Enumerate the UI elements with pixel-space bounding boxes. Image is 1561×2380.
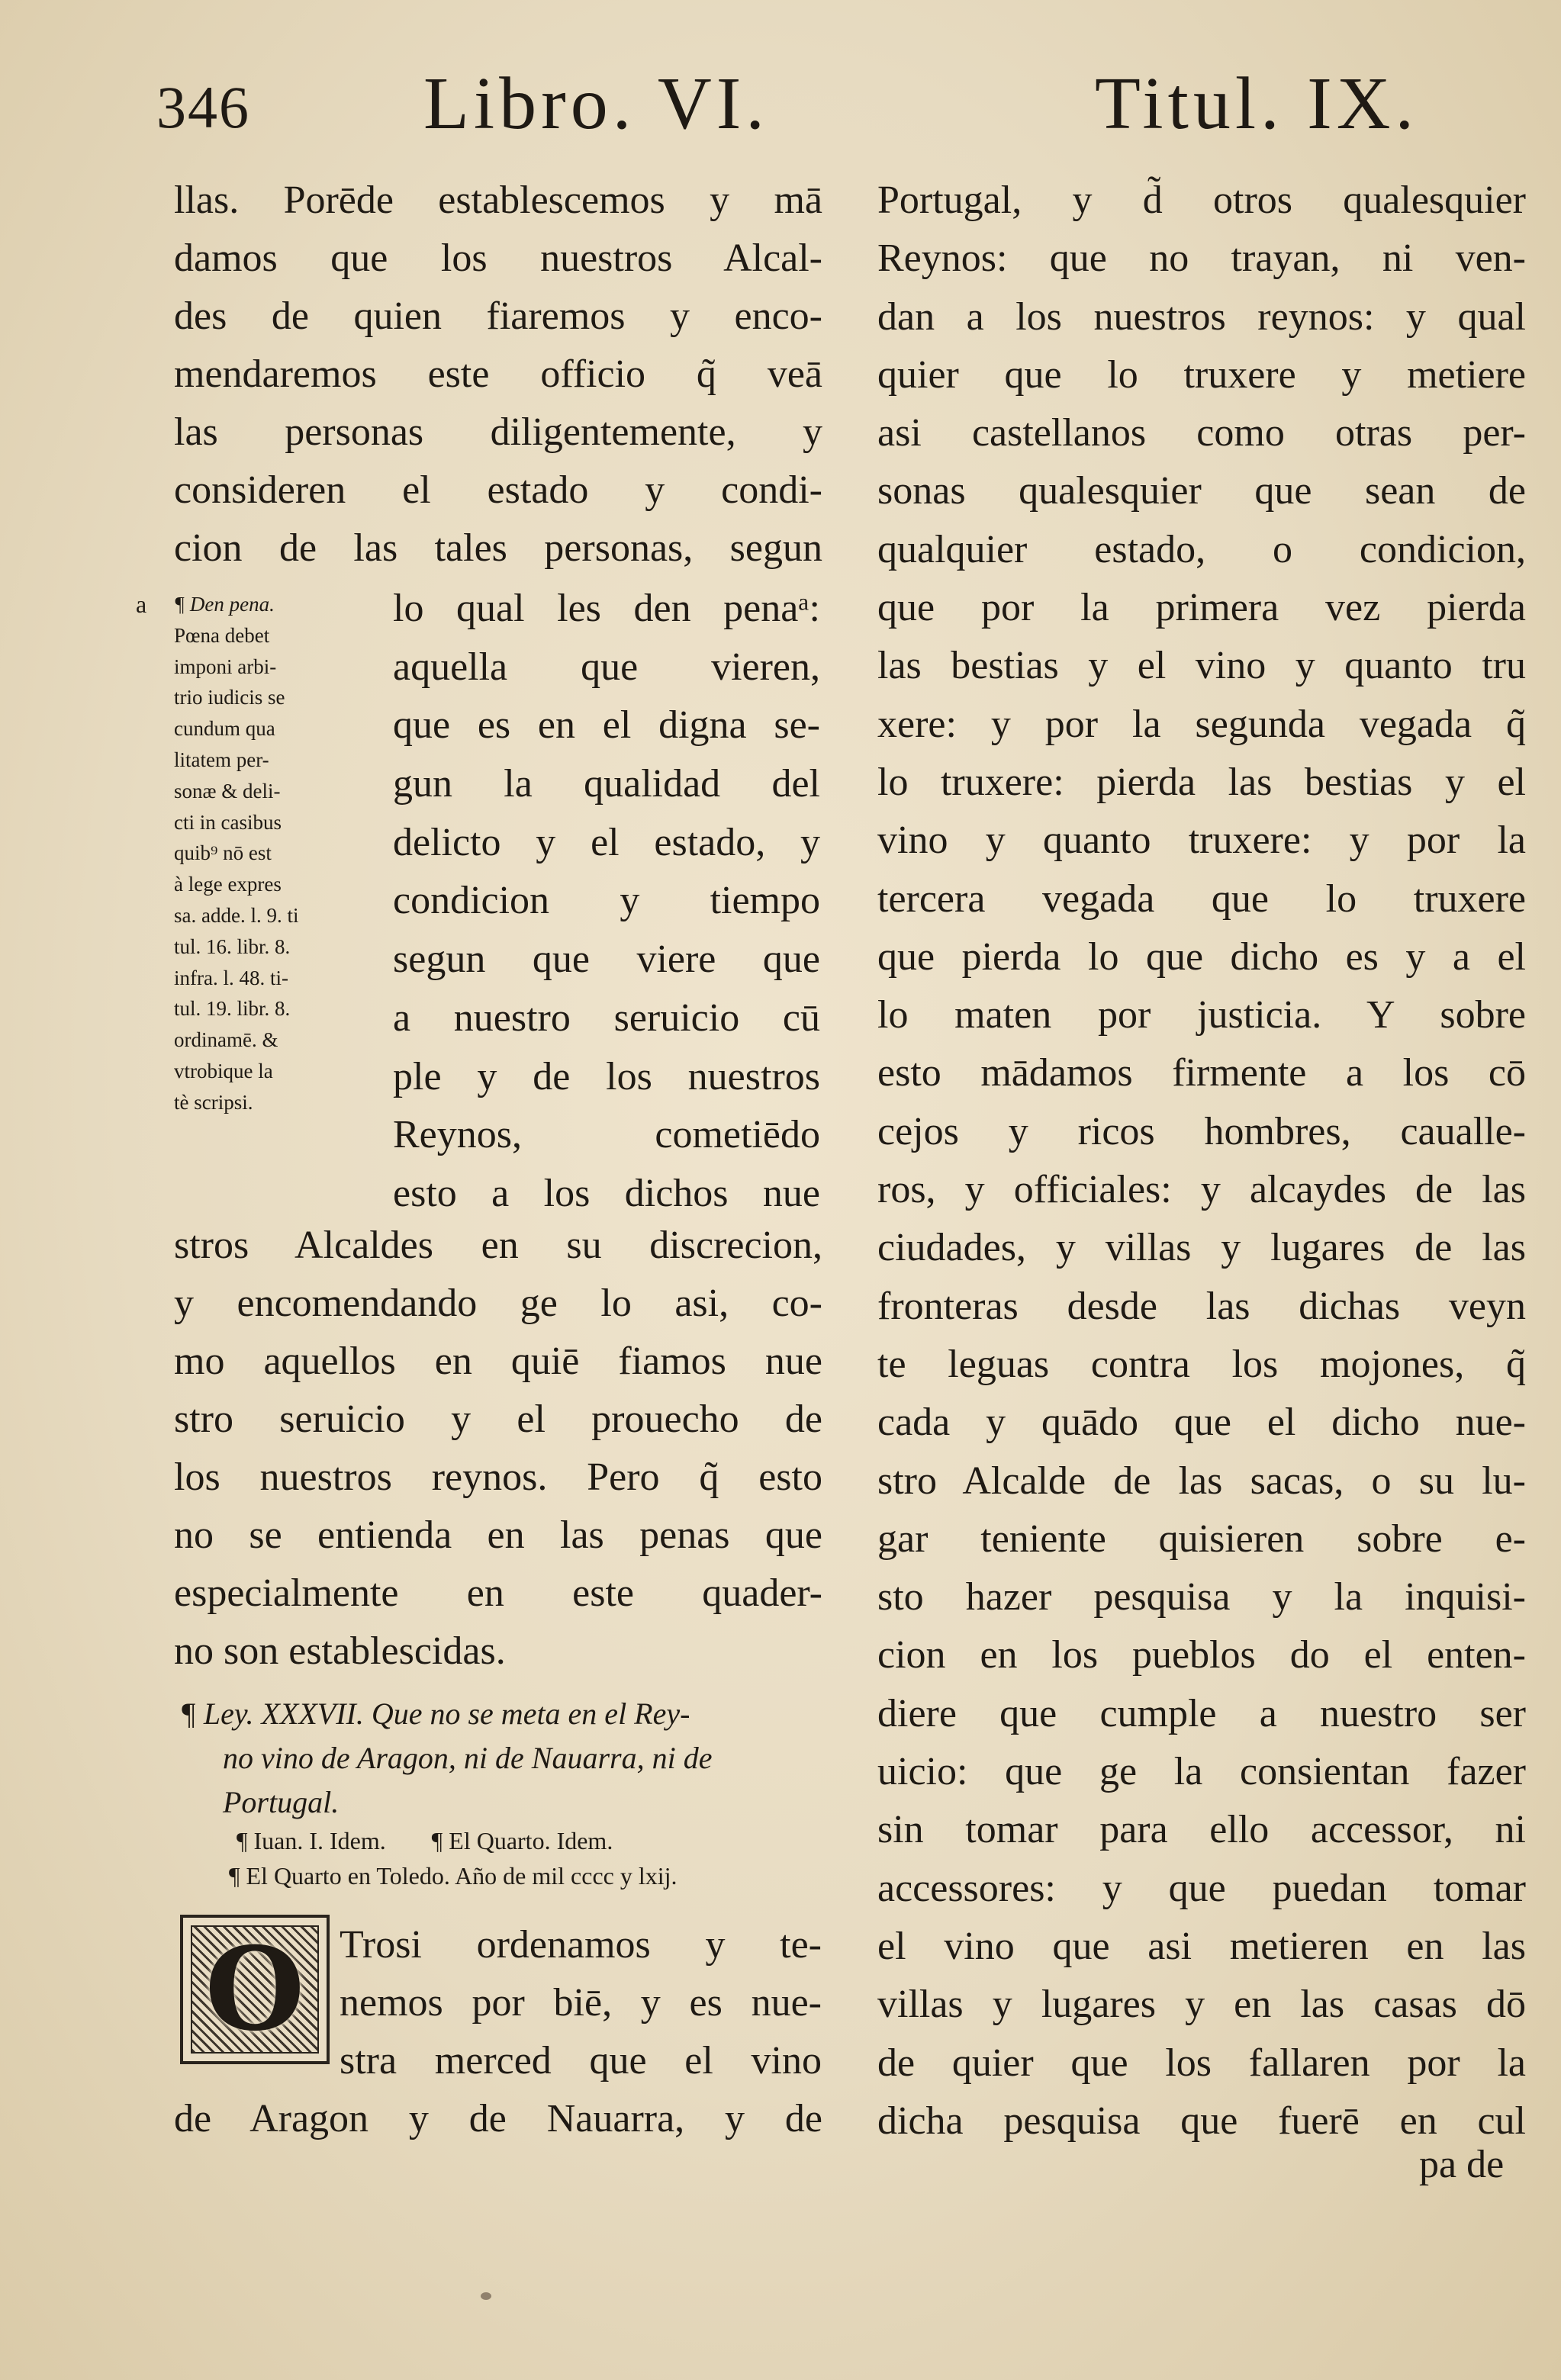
- note-line: vtrobique la: [174, 1059, 273, 1082]
- page-number: 346: [156, 74, 250, 140]
- note-line: à lege expres: [174, 873, 282, 896]
- note-line: imponi arbi-: [174, 654, 277, 678]
- text-line: llas. Porēde establescemos y mā: [174, 178, 822, 222]
- text-line: de Aragon y de Nauarra, y de: [174, 2097, 822, 2140]
- ink-spot: [481, 2292, 491, 2300]
- text-line: consideren el estado y condi-: [174, 468, 822, 512]
- note-line: Pœna debet: [174, 623, 270, 647]
- note-line: tul. 16. libr. 8.: [174, 934, 291, 958]
- note-line: quib⁹ nō est: [174, 841, 272, 865]
- text-line: que por la primera vez pierda: [877, 586, 1526, 630]
- law-reference-line: [229, 1858, 809, 1893]
- note-line: tul. 19. libr. 8.: [174, 997, 291, 1021]
- text-line: lo qual les den penaᵃ:: [393, 587, 820, 630]
- law-reference: ¶ Iuan. I. Idem.: [237, 1827, 386, 1854]
- text-line: esto mādamos firmente a los cō: [877, 1051, 1526, 1095]
- text-line: de quier que los fallaren por la: [877, 2041, 1526, 2085]
- text-line: Portugal, y d̃ otros qualesquier: [877, 178, 1526, 222]
- lower-column-text: [174, 1217, 822, 1680]
- note-line: ordinamē. &: [174, 1028, 278, 1052]
- law-heading-line: no vino de Aragon, ni de Nauarra, ni de: [223, 1741, 713, 1775]
- text-line: los nuestros reynos. Pero q̃ esto: [174, 1455, 822, 1499]
- left-column-text: [174, 172, 822, 577]
- text-line: stro Alcalde de las sacas, o su lu-: [877, 1459, 1526, 1503]
- text-line: cejos y ricos hombres, caualle-: [877, 1109, 1526, 1153]
- text-line: tercera vegada que lo truxere: [877, 876, 1526, 921]
- text-line: no son establescidas.: [174, 1629, 506, 1673]
- text-line: delicto y el estado, y: [393, 820, 820, 864]
- text-line: que pierda lo que dicho es y a el: [877, 934, 1526, 979]
- text-line: des de quien fiaremos y enco-: [174, 294, 822, 338]
- text-line: que es en el digna se-: [393, 703, 820, 748]
- text-line: accessores: y que puedan tomar: [877, 1866, 1526, 1910]
- text-line: condicion y tiempo: [393, 879, 820, 923]
- law-references: [229, 1823, 809, 1893]
- text-line: Trosi ordenamos y te-: [340, 1923, 822, 1967]
- text-line: gar teniente quisieren sobre e-: [877, 1516, 1526, 1561]
- initial-paragraph-tail: [174, 2090, 822, 2148]
- running-header: [156, 61, 1423, 153]
- note-line: sonæ & deli-: [174, 779, 281, 802]
- text-line: el vino que asi metieren en las: [877, 1924, 1526, 1968]
- text-line: ple y de los nuestros: [393, 1054, 820, 1098]
- text-line: stra merced que el vino: [340, 2039, 822, 2082]
- text-line: segun que viere que: [393, 938, 820, 982]
- note-line: infra. l. 48. ti-: [174, 966, 288, 989]
- text-line: cion en los pueblos do el enten-: [877, 1633, 1526, 1677]
- decorated-initial: [180, 1915, 330, 2064]
- law-heading-line: ¶ Ley. XXXVII. Que no se meta en el Rey-: [180, 1697, 690, 1731]
- note-marker: a: [136, 590, 147, 618]
- text-line: nemos por biē, y es nue-: [340, 1981, 822, 2025]
- text-line: y encomendando ge lo asi, co-: [174, 1282, 822, 1325]
- initial-paragraph: [340, 1916, 822, 2090]
- text-line: ros, y officiales: y alcaydes de las: [877, 1168, 1526, 1212]
- text-line: gun la qualidad del: [393, 762, 820, 806]
- text-line: esto a los dichos nue: [393, 1171, 820, 1215]
- text-line: te leguas contra los mojones, q̃: [877, 1342, 1526, 1386]
- text-line: Reynos, cometiēdo: [393, 1113, 820, 1157]
- text-line: las personas diligentemente, y: [174, 410, 822, 454]
- text-line: villas y lugares y en las casas dō: [877, 1983, 1526, 2027]
- text-line: mendaremos este officio q̃ veā: [174, 352, 822, 396]
- law-reference: ¶ El Quarto en Toledo. Año de mil cccc y lxij.: [229, 1862, 678, 1890]
- text-line: stro seruicio y el prouecho de: [174, 1397, 822, 1441]
- text-line: asi castellanos como otras per-: [877, 411, 1526, 455]
- catchword: pa de: [1419, 2143, 1505, 2186]
- title-heading: Titul. IX.: [1095, 63, 1419, 145]
- text-line: ciudades, y villas y lugares de las: [877, 1226, 1526, 1270]
- text-line: sonas qualesquier que sean de: [877, 469, 1526, 513]
- note-line: tè scripsi.: [174, 1090, 253, 1114]
- text-line: fronteras desde las dichas veyn: [877, 1284, 1526, 1328]
- law-heading: [180, 1692, 821, 1825]
- text-line: xere: y por la segunda vegada q̃: [877, 702, 1526, 746]
- text-line: sto hazer pesquisa y la inquisi-: [877, 1575, 1526, 1619]
- text-line: sin tomar para ello accessor, ni: [877, 1808, 1526, 1852]
- text-line: qualquier estado, o condicion,: [877, 527, 1526, 571]
- note-line: ¶ Den pena.: [174, 593, 275, 616]
- text-line: mo aquellos en quiē fiamos nue: [174, 1340, 822, 1383]
- initial-letter: O: [204, 1922, 305, 2057]
- text-line: uicio: que ge la consientan fazer: [877, 1750, 1526, 1794]
- text-line: lo maten por justicia. Y sobre: [877, 993, 1526, 1037]
- text-line: cada y quādo que el dicho nue-: [877, 1401, 1526, 1445]
- text-line: especialmente en este quader-: [174, 1571, 822, 1615]
- inset-column-text: [393, 580, 820, 1224]
- note-line: cti in casibus: [174, 810, 282, 834]
- text-line: vino y quanto truxere: y por la: [877, 819, 1526, 863]
- text-line: las bestias y el vino y quanto tru: [877, 644, 1526, 688]
- marginal-note: [174, 589, 349, 1118]
- text-line: aquella que vieren,: [393, 645, 820, 689]
- note-line: litatem per-: [174, 748, 269, 771]
- note-line: cundum qua: [174, 717, 275, 741]
- text-line: stros Alcaldes en su discrecion,: [174, 1224, 822, 1267]
- law-reference-line: [229, 1823, 809, 1858]
- text-line: Reynos: que no trayan, ni ven-: [877, 236, 1526, 281]
- book-heading: Libro. VI.: [423, 63, 769, 145]
- text-line: cion de las tales personas, segun: [174, 526, 822, 570]
- text-line: a nuestro seruicio cū: [393, 995, 820, 1040]
- right-column-text: [877, 172, 1526, 2150]
- text-line: quier que lo truxere y metiere: [877, 352, 1526, 397]
- text-line: lo truxere: pierda las bestias y el: [877, 760, 1526, 804]
- text-line: dan a los nuestros reynos: y qual: [877, 294, 1526, 339]
- text-line: dicha pesquisa que fuerē en cul: [877, 2099, 1526, 2143]
- text-line: no se entienda en las penas que: [174, 1513, 822, 1557]
- note-line: sa. adde. l. 9. ti: [174, 903, 299, 927]
- text-line: damos que los nuestros Alcal-: [174, 236, 822, 280]
- text-line: diere que cumple a nuestro ser: [877, 1691, 1526, 1735]
- law-heading-line: Portugal.: [223, 1785, 340, 1819]
- law-reference: ¶ El Quarto. Idem.: [431, 1827, 613, 1854]
- note-line: trio iudicis se: [174, 686, 285, 709]
